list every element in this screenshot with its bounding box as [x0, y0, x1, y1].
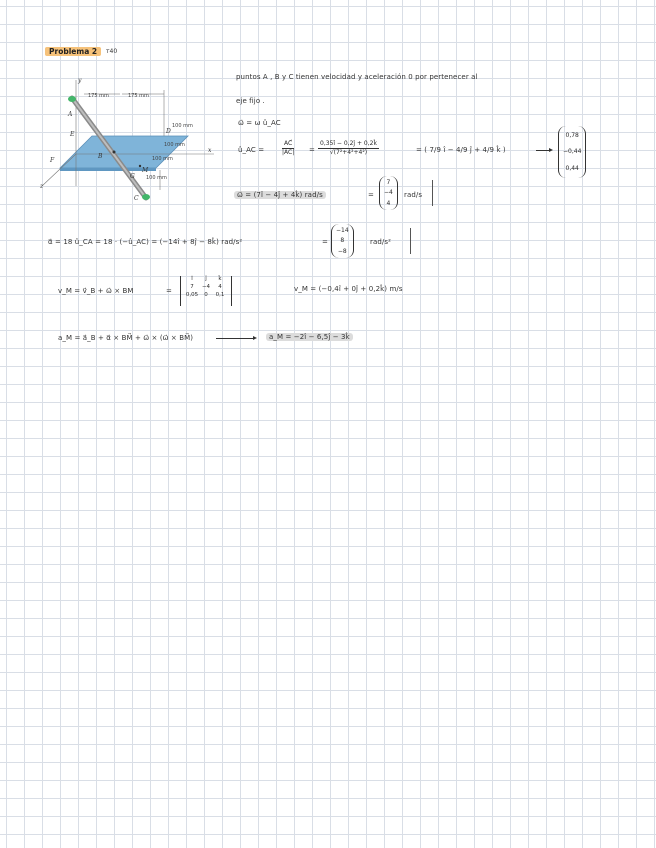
omega-z: 4 [386, 200, 391, 208]
label-b: B [98, 153, 103, 160]
det-cell: 0,1 [215, 292, 225, 298]
alpha-column [331, 224, 354, 258]
rod-plate-diagram [38, 70, 218, 208]
note-line-1: puntos A , B y C tienen velocidad y aceleración 0 por pertenecer al [236, 73, 478, 81]
omega-vector-eq: ω⃗ = (7î − 4ĵ + 4k̂) rad/s [234, 191, 326, 199]
end-cap-a [68, 96, 76, 102]
acceleration-m-result: a_M = −2î − 6,5ĵ − 3k̂ [266, 333, 353, 341]
omega-direction-eq: ω⃗ = ω û_AC [238, 119, 281, 127]
omega-y: −4 [384, 189, 393, 197]
omega-x: 7 [386, 178, 391, 186]
velocity-m-result: v_M = (−0,4î + 0ĵ + 0,2k̂) m/s [294, 285, 403, 293]
problem-figure [38, 70, 218, 208]
eq-sign-vm: = [166, 287, 172, 295]
eq-sign-alpha: = [322, 238, 328, 246]
label-a: A [68, 111, 73, 118]
dim-bottom-label: 100 mm [146, 175, 167, 181]
det-cell: 0,05 [185, 292, 199, 298]
note-line-2: eje fijo . [236, 97, 265, 105]
unit-vector-column [558, 126, 586, 178]
omega-column [379, 176, 398, 210]
cross-product-determinant [180, 276, 232, 306]
unit-vector-z: 0,44 [565, 165, 579, 173]
alpha-unit: rad/s² [370, 238, 392, 246]
bracket-2 [410, 228, 411, 254]
arrow-1 [536, 150, 550, 151]
bracket-1 [432, 180, 433, 206]
ac-fraction-num: AC⃗ [284, 140, 293, 147]
det-cell: î [191, 276, 193, 282]
det-cell: 7 [190, 284, 194, 290]
page-title: Problema 2 [45, 47, 101, 56]
eq-sign-omega: = [368, 191, 374, 199]
omega-unit: rad/s [404, 191, 423, 199]
det-cell: 4 [218, 284, 222, 290]
unit-vector-lhs: û_AC = [238, 146, 265, 154]
dim-top-left-label: 175 mm [88, 93, 109, 99]
unit-vector-rhs: = ( 7/9 î − 4/9 ĵ + 4/9 k̂ ) [416, 146, 506, 154]
alpha-y: 8 [340, 237, 345, 245]
dim-right-top-label: 100 mm [172, 123, 193, 129]
label-m: M [142, 167, 149, 174]
plate-shape [60, 136, 188, 168]
label-z: z [40, 183, 44, 190]
ac-components-den: √(7²+4²+4²) [329, 149, 368, 156]
label-e: E [70, 131, 75, 138]
label-g: G [130, 173, 135, 180]
dim-top-right-label: 175 mm [128, 93, 149, 99]
unit-vector-y: −0,44 [563, 148, 582, 156]
alpha-x: −14 [336, 226, 349, 234]
alpha-z: −8 [337, 248, 347, 256]
dim-right-mid-label: 100 mm [164, 142, 185, 148]
dim-right-low-label: 100 mm [152, 156, 173, 162]
ac-components-num: 0,35î − 0,2ĵ + 0,2k̂ [320, 140, 377, 147]
eq-sign-1: = [309, 146, 315, 154]
point-b [113, 151, 116, 154]
velocity-m-lhs: v_M = v⃗_B + ω⃗ × BM [58, 287, 134, 295]
page-tag: т40 [106, 48, 118, 55]
ac-fraction-den: |AC| [282, 149, 295, 156]
arrow-2 [216, 338, 254, 339]
label-x: x [208, 147, 212, 154]
acceleration-m-lhs: a_M = a⃗_B + α⃗ × BM⃗ + ω⃗ × (ω⃗ × BM⃗) [58, 334, 194, 342]
det-cell: ĵ [205, 276, 207, 282]
label-y: y [78, 77, 82, 84]
label-d: D [166, 128, 171, 135]
label-f: F [50, 157, 55, 164]
alpha-vector-eq: α⃗ = 18 û_CA = 18 · (−û_AC) = (−14î + 8ĵ − 8k̂) rad/s² [48, 238, 243, 246]
end-cap-c [142, 194, 150, 200]
det-cell: 0 [204, 292, 208, 298]
det-cell: −4 [201, 284, 211, 290]
point-m [139, 165, 141, 167]
ac-components-fraction [318, 140, 379, 157]
det-cell: k̂ [218, 276, 222, 282]
unit-vector-x: 0,78 [565, 131, 579, 139]
label-c: C [134, 195, 139, 202]
ac-fraction [282, 140, 294, 157]
